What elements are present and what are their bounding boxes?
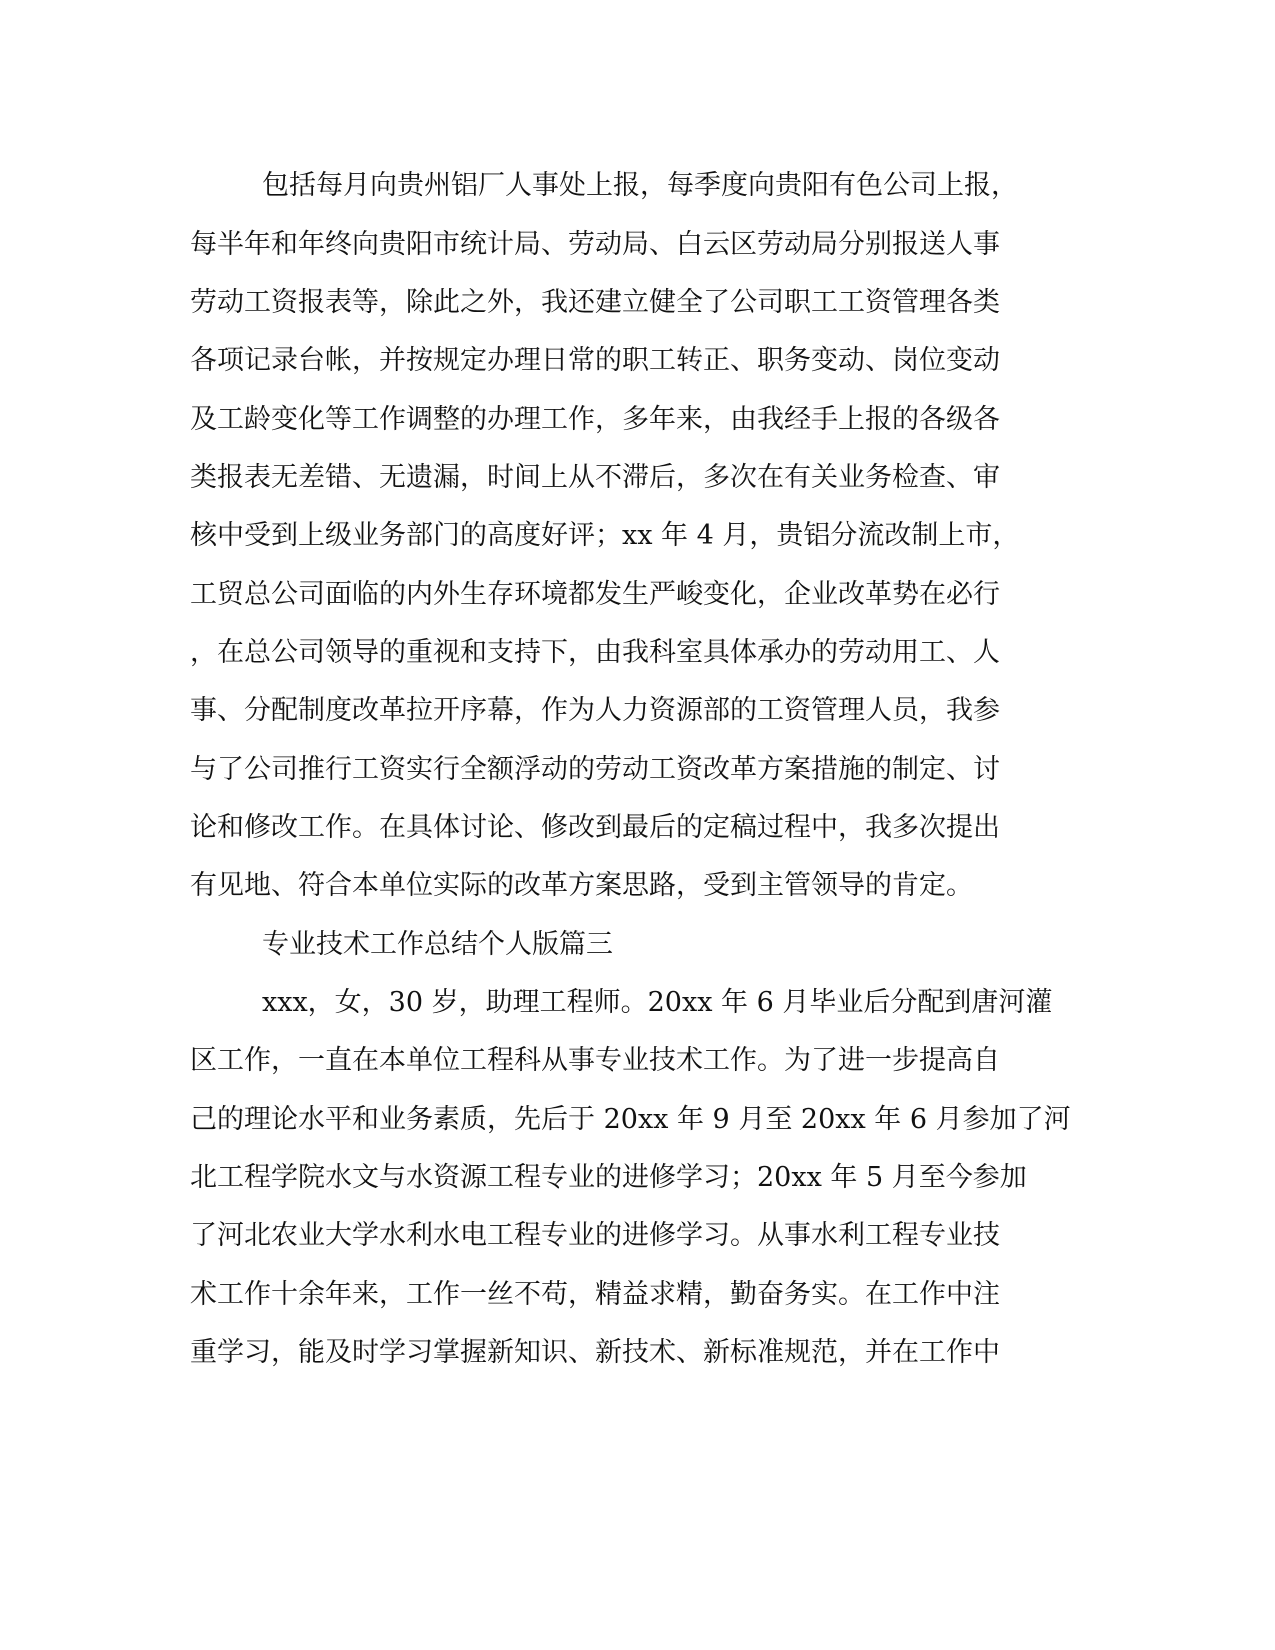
text-line: 了河北农业大学水利水电工程专业的进修学习。从事水利工程专业技 <box>190 1220 1000 1251</box>
text-line: 各项记录台帐，并按规定办理日常的职工转正、职务变动、岗位变动 <box>190 345 1000 376</box>
text-line: xxx，女，30 岁，助理工程师。20xx 年 6 月毕业后分配到唐河灌 <box>262 987 1053 1018</box>
text-line: 工贸总公司面临的内外生存环境都发生严峻变化，企业改革势在必行 <box>190 579 1000 610</box>
text-line: 劳动工资报表等，除此之外，我还建立健全了公司职工工资管理各类 <box>190 287 1000 318</box>
section-heading: 专业技术工作总结个人版篇三 <box>262 929 613 960</box>
text-line: ，在总公司领导的重视和支持下，由我科室具体承办的劳动用工、人 <box>190 637 1000 668</box>
text-line: 论和修改工作。在具体讨论、修改到最后的定稿过程中，我多次提出 <box>190 812 1000 843</box>
text-line: 己的理论水平和业务素质，先后于 20xx 年 9 月至 20xx 年 6 月参加了河 <box>190 1104 1071 1135</box>
text-line: 区工作，一直在本单位工程科从事专业技术工作。为了进一步提高自 <box>190 1045 1000 1076</box>
text-line: 每半年和年终向贵阳市统计局、劳动局、白云区劳动局分别报送人事 <box>190 229 1000 260</box>
text-line: 类报表无差错、无遗漏，时间上从不滞后，多次在有关业务检查、审 <box>190 462 1000 493</box>
text-line: 及工龄变化等工作调整的办理工作，多年来，由我经手上报的各级各 <box>190 404 1000 435</box>
text-line: 核中受到上级业务部门的高度好评；xx 年 4 月，贵铝分流改制上市， <box>190 520 1020 551</box>
text-line: 与了公司推行工资实行全额浮动的劳动工资改革方案措施的制定、讨 <box>190 754 1000 785</box>
text-line: 包括每月向贵州铝厂人事处上报，每季度向贵阳有色公司上报， <box>262 170 1018 201</box>
text-line: 事、分配制度改革拉开序幕，作为人力资源部的工资管理人员，我参 <box>190 695 1000 726</box>
text-line: 术工作十余年来，工作一丝不苟，精益求精，勤奋务实。在工作中注 <box>190 1279 1000 1310</box>
text-line: 重学习，能及时学习掌握新知识、新技术、新标准规范，并在工作中 <box>190 1337 1000 1368</box>
text-line: 北工程学院水文与水资源工程专业的进修学习；20xx 年 5 月至今参加 <box>190 1162 1027 1193</box>
text-line: 有见地、符合本单位实际的改革方案思路，受到主管领导的肯定。 <box>190 870 973 901</box>
